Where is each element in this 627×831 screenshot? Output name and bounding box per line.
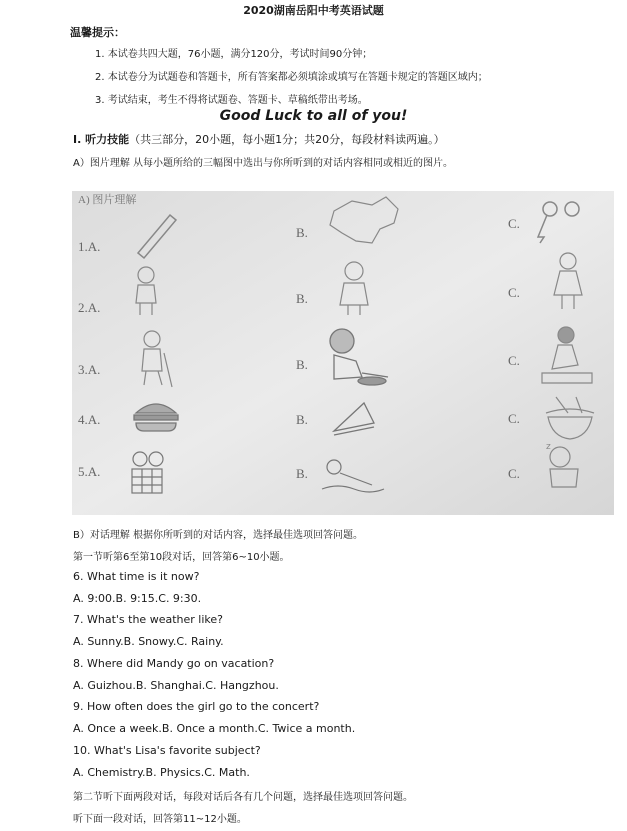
option-b-3: B.: [296, 357, 308, 372]
picture-question-photo: [72, 191, 614, 515]
question-8: 8. Where did Mandy go on vacation?: [73, 657, 275, 670]
rule-2: 2. 本试卷分为试题卷和答题卡，所有答案都必须填涂或填写在答题卡规定的答题区域内；: [95, 72, 488, 83]
question-8-options: A. Guizhou.B. Shanghai.C. Hangzhou.: [73, 679, 279, 692]
option-c-2: C.: [508, 285, 520, 300]
question-6-options: A. 9:00.B. 9:15.C. 9:30.: [73, 592, 202, 605]
option-b-2: B.: [296, 291, 308, 306]
question-10-options: A. Chemistry.B. Physics.C. Math.: [73, 766, 250, 779]
row-label-4: 4.A.: [78, 412, 101, 427]
part-2-note: 第二节听下面两段对话，每段对话后各有几个问题，选择最佳选项回答问题。: [73, 792, 413, 803]
option-b-1: B.: [296, 225, 308, 240]
svg-text:z: z: [546, 442, 551, 452]
option-c-5: C.: [508, 466, 520, 481]
option-c-4: C.: [508, 411, 520, 426]
question-7: 7. What's the weather like?: [73, 613, 223, 626]
section-1-heading: [73, 131, 445, 147]
question-6: 6. What time is it now?: [73, 570, 200, 583]
section-1-desc: （共三部分，20小题，每小题1分；共20分，每段材料读两遍。）: [129, 133, 445, 146]
question-9-options: A. Once a week.B. Once a month.C. Twice a month.: [73, 722, 356, 735]
tips-heading: 温馨提示：: [70, 26, 125, 39]
document-title: 2020湖南岳阳中考英语试题: [243, 4, 384, 17]
part-1-note: 第一节听第6至第10段对话，回答第6~10小题。: [73, 552, 290, 563]
part-a-instruction: A）图片理解 从每小题所给的三幅图中选出与你所听到的对话内容相同或相近的图片。: [73, 158, 454, 169]
question-10: 10. What's Lisa's favorite subject?: [73, 744, 261, 757]
part-b-instruction: B）对话理解 根据你所听到的对话内容，选择最佳选项回答问题。: [73, 530, 364, 541]
section-1-label: Ⅰ. 听力技能: [73, 133, 130, 146]
row-label-2: 2.A.: [78, 300, 101, 315]
rule-1: 1. 本试卷共四大题，76小题，满分120分，考试时间90分钟；: [95, 49, 373, 60]
row-label-3: 3.A.: [78, 362, 101, 377]
photo-header: A) 图片理解: [78, 194, 137, 206]
option-b-4: B.: [296, 412, 308, 427]
good-luck-slogan: Good Luck to all of you!: [219, 108, 408, 124]
option-b-5: B.: [296, 466, 308, 481]
question-7-options: A. Sunny.B. Snowy.C. Rainy.: [73, 635, 224, 648]
listen-note: 听下面一段对话，回答第11~12小题。: [73, 814, 247, 825]
option-c-1: C.: [508, 216, 520, 231]
rule-3: 3. 考试结束，考生不得将试题卷、答题卡、草稿纸带出考场。: [95, 95, 368, 106]
question-9: 9. How often does the girl go to the concert?: [73, 700, 320, 713]
row-label-5: 5.A.: [78, 464, 101, 479]
row-label-1: 1.A.: [78, 239, 101, 254]
option-c-3: C.: [508, 353, 520, 368]
